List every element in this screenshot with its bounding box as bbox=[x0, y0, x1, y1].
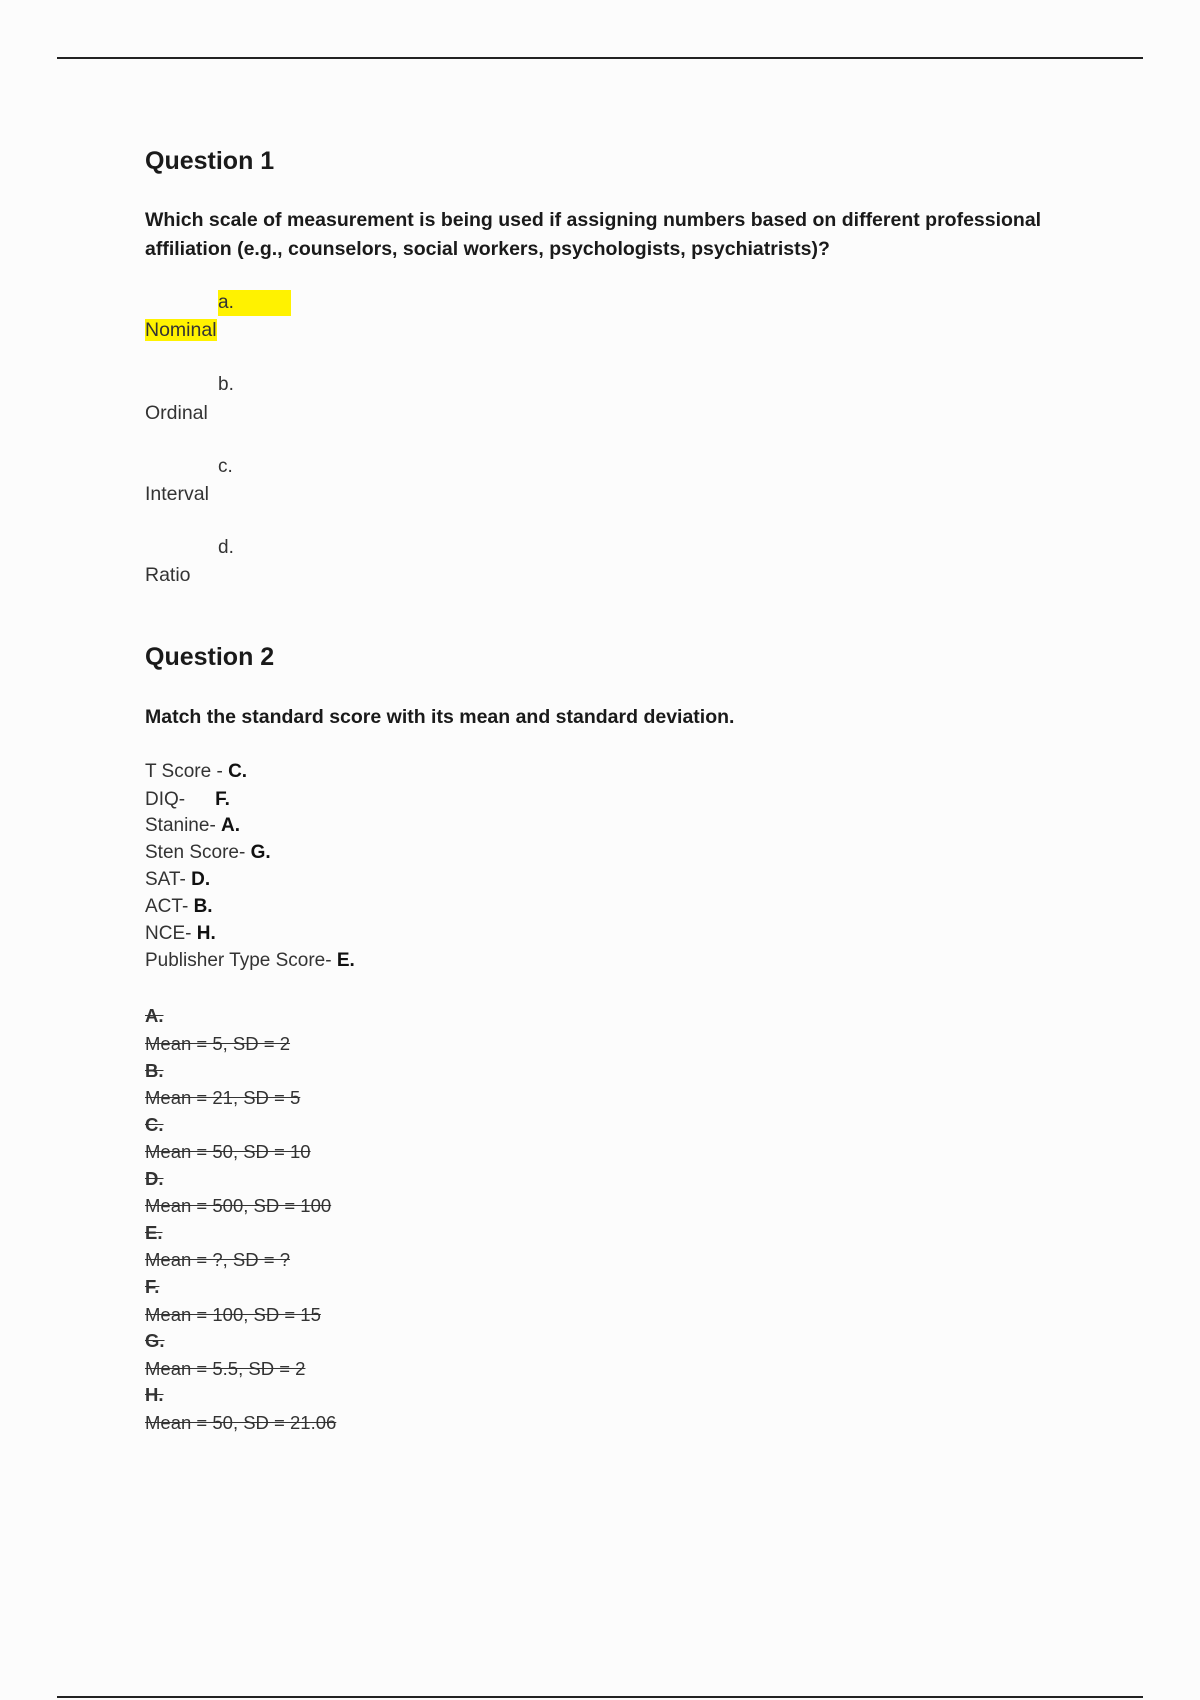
footer-rule bbox=[57, 1696, 1143, 1698]
match-line: ACT- B. bbox=[145, 896, 213, 917]
match-line: DIQ- F. bbox=[145, 789, 230, 810]
question-2-text: Match the standard score with its mean and standard deviation. bbox=[145, 706, 735, 728]
choice-value: Mean = 50, SD = 10 bbox=[145, 1141, 311, 1162]
choice-value: Mean = 5.5, SD = 2 bbox=[145, 1358, 306, 1379]
match-line: Publisher Type Score- E. bbox=[145, 950, 355, 971]
choice-value: Mean = 500, SD = 100 bbox=[145, 1195, 332, 1216]
match-line: T Score - C. bbox=[145, 761, 248, 782]
choice-key: H. bbox=[145, 1384, 164, 1405]
option-b-text: Ordinal bbox=[145, 402, 208, 424]
choice-key: B. bbox=[145, 1060, 164, 1081]
choice-value: Mean = 100, SD = 15 bbox=[145, 1304, 321, 1325]
option-d-letter: d. bbox=[218, 537, 234, 558]
choice-value: Mean = ?, SD = ? bbox=[145, 1249, 291, 1270]
match-line: NCE- H. bbox=[145, 923, 216, 944]
choice-key: C. bbox=[145, 1114, 164, 1135]
question-2-title: Question 2 bbox=[145, 643, 275, 671]
match-line: Sten Score- G. bbox=[145, 842, 271, 863]
choice-key: F. bbox=[145, 1276, 160, 1297]
choice-value: Mean = 50, SD = 21.06 bbox=[145, 1412, 337, 1433]
choice-value: Mean = 21, SD = 5 bbox=[145, 1087, 301, 1108]
match-line: SAT- D. bbox=[145, 869, 211, 890]
choice-key: G. bbox=[145, 1330, 165, 1351]
option-c-text: Interval bbox=[145, 483, 209, 505]
option-b-letter: b. bbox=[218, 374, 234, 395]
header-rule bbox=[57, 57, 1143, 59]
option-a-text bbox=[145, 317, 217, 343]
option-a-letter: a. bbox=[218, 290, 291, 316]
option-a-label: Nominal bbox=[145, 319, 217, 341]
question-1-title: Question 1 bbox=[145, 147, 275, 175]
option-d-text: Ratio bbox=[145, 564, 191, 586]
question-1-text: Which scale of measurement is being used if assigning numbers based on different professional affiliation (e.g., counselors, social workers, psychologists, psychiatrists)? bbox=[145, 209, 1042, 260]
option-c-letter: c. bbox=[218, 456, 233, 477]
choice-key: A. bbox=[145, 1005, 164, 1026]
match-line: Stanine- A. bbox=[145, 815, 241, 836]
choice-value: Mean = 5, SD = 2 bbox=[145, 1033, 291, 1054]
choice-key: D. bbox=[145, 1168, 164, 1189]
choice-key: E. bbox=[145, 1222, 163, 1243]
